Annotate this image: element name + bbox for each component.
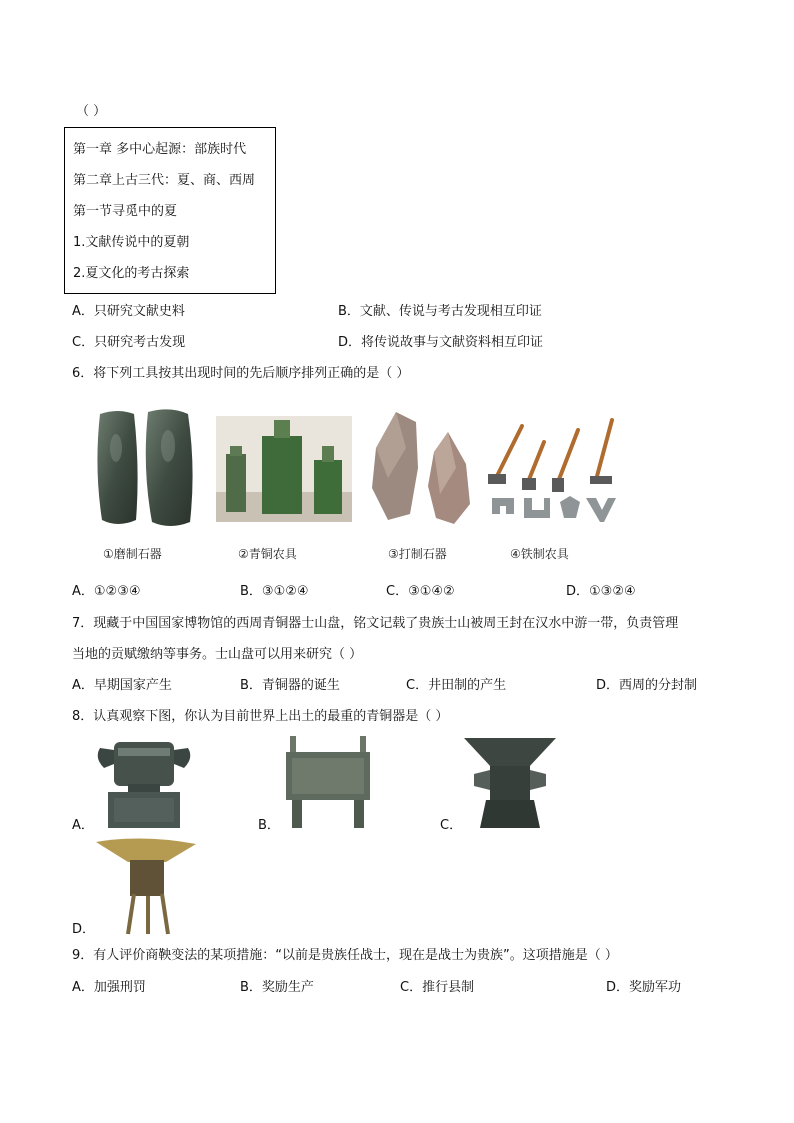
q6-option-c: C．③①④② [386, 584, 455, 599]
bronze-farm-tools-image [216, 416, 352, 522]
q5-answer-blank: （ ） [76, 104, 107, 119]
q8-label-a: A． [72, 818, 94, 833]
q9-option-c: C．推行县制 [400, 980, 475, 995]
q7-option-c: C．井田制的产生 [406, 678, 507, 693]
q8-label-c: C． [440, 818, 463, 833]
bronze-gui-vessel-image [92, 734, 196, 830]
outline-line-1: 第一章 多中心起源：部族时代 [73, 142, 247, 157]
outline-line-3: 第一节寻觅中的夏 [73, 204, 178, 219]
caption-iron-tools: ④铁制农具 [510, 547, 569, 561]
q9-option-d: D．奖励军功 [606, 980, 682, 995]
outline-line-4: 1.文献传说中的夏朝 [73, 235, 190, 250]
bronze-zun-vessel-image [462, 734, 558, 830]
caption-chipped-stone: ③打制石器 [388, 547, 447, 561]
outline-line-2: 第二章上古三代：夏、商、西周 [73, 173, 256, 188]
q7-option-d: D．西周的分封制 [596, 678, 698, 693]
q8-label-d: D． [72, 922, 96, 937]
q6-option-d: D．①③②④ [566, 584, 636, 599]
q5-outline-box [64, 127, 276, 294]
outline-line-5: 2.夏文化的考古探索 [73, 266, 190, 281]
q9-stem: 9．有人评价商鞅变法的某项措施：“以前是贵族任战士，现在是战士为贵族”。这项措施是（ ） [72, 948, 618, 963]
caption-bronze-tools: ②青铜农具 [238, 547, 297, 561]
bronze-ding-cauldron-image [282, 734, 374, 830]
q9-option-b: B．奖励生产 [240, 980, 314, 995]
q8-stem: 8．认真观察下图，你认为目前世界上出土的最重的青铜器是（ ） [72, 709, 449, 724]
chipped-stone-tools-image [366, 408, 478, 530]
q6-option-a: A．①②③④ [72, 584, 141, 599]
q5-option-d: D．将传说故事与文献资料相互印证 [338, 335, 544, 350]
q7-stem-line-1: 7．现藏于中国国家博物馆的西周青铜器士山盘，铭文记载了贵族士山被周王封在汉水中游一带，负责管理 [72, 616, 679, 631]
q6-option-b: B．③①②④ [240, 584, 309, 599]
q8-label-b: B． [258, 818, 280, 833]
bronze-jue-vessel-image [94, 836, 198, 936]
q5-option-c: C．只研究考古发现 [72, 335, 186, 350]
q5-option-b: B．文献、传说与考古发现相互印证 [338, 304, 542, 319]
q7-option-b: B．青铜器的诞生 [240, 678, 340, 693]
q5-option-a: A．只研究文献史料 [72, 304, 185, 319]
polished-stone-tools-image [90, 408, 202, 530]
iron-farm-tools-image [486, 418, 620, 524]
q9-option-a: A．加强刑罚 [72, 980, 146, 995]
q7-stem-line-2: 当地的贡赋缴纳等事务。士山盘可以用来研究（ ） [72, 647, 363, 662]
q7-option-a: A．早期国家产生 [72, 678, 172, 693]
q6-stem: 6．将下列工具按其出现时间的先后顺序排列正确的是（ ） [72, 366, 410, 381]
caption-polished-stone: ①磨制石器 [103, 547, 162, 561]
